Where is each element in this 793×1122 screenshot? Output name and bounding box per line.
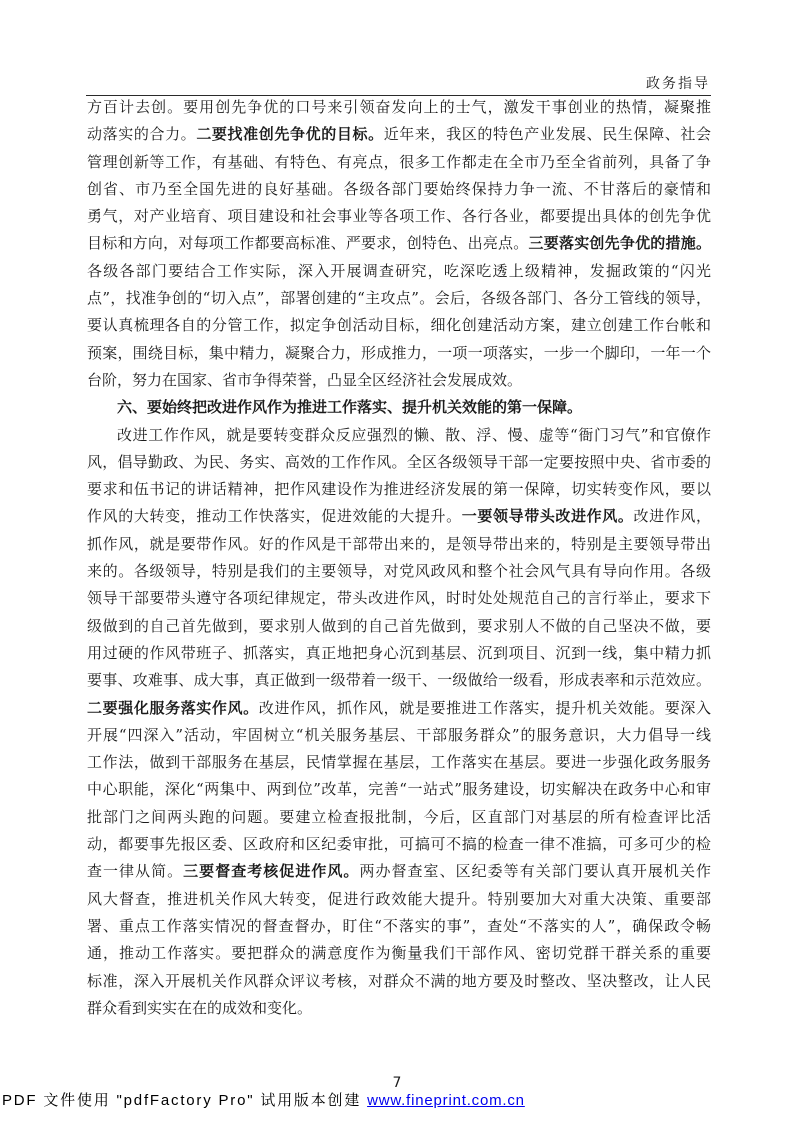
text-line: 工作法，做到干部服务在基层，民情掌握在基层，工作落实在基层。要进一步强化政务服务 — [87, 753, 711, 772]
text-line: 标准，深入开展机关作风群众评议考核，对群众不满的地方要及时整改、坚决整改，让人民 — [87, 971, 711, 990]
text-run: 改进作风，抓作风，就是要推进工作落实，提升机关效能。要深入 — [258, 698, 711, 717]
text-run: 查一律从简。 — [87, 862, 184, 881]
text-line: 抓作风，就是要带作风。好的作风是干部带出来的，是领导带出来的，特别是主要领导带出 — [87, 534, 711, 553]
text-run: 改进作风， — [633, 507, 711, 526]
text-line: 勇气，对产业培育、项目建设和社会事业等各项工作、各行各业，都要提出具体的创先争优 — [87, 207, 711, 226]
text-line — [87, 695, 711, 722]
text-line: 点”，找准争创的“切入点”，部署创建的“主攻点”。会后，各级各部门、各分工管线的领导， — [87, 289, 711, 308]
text-line: 风，倡导勤政、为民、务实、高效的工作作风。全区各级领导干部一定要按照中央、省市委的 — [87, 452, 711, 471]
text-line — [87, 121, 711, 148]
text-line: 级做到的自己首先做到，要求别人做到的自己首先做到，要求别人不做的自己坚决不做，要 — [87, 616, 711, 635]
subheading-run: 三要落实创先争优的措施。 — [528, 234, 711, 253]
text-line: 用过硬的作风带班子、抓落实，真正地把身心沉到基层、沉到项目、沉到一线，集中精力抓 — [87, 643, 711, 662]
text-line: 署、重点工作落实情况的督查督办，盯住“不落实的事”，查处“不落实的人”，确保政令畅 — [87, 916, 711, 935]
text-line: 动，都要事先报区委、区政府和区纪委审批，可搞可不搞的检查一律不准搞，可多可少的检 — [87, 835, 711, 854]
text-line: 风大督查，推进机关作风大转变，促进行政效能大提升。特别要加大对重大决策、重要部 — [87, 889, 711, 908]
text-line: 要求和伍书记的讲话精神，把作风建设作为推进经济发展的第一保障，切实转变作风，要以 — [87, 480, 711, 499]
subheading-run: 二要强化服务落实作风。 — [87, 698, 259, 717]
text-run: 动落实的合力。 — [87, 125, 197, 144]
text-line: 批部门之间两头跑的问题。要建立检查报批制，今后，区直部门对基层的所有检查评比活 — [87, 807, 711, 826]
text-line: 要事、攻难事、成大事，真正做到一级带着一级干、一级做给一级看，形成表率和示范效应。 — [87, 671, 711, 690]
text-run: 两办督查室、区纪委等有关部门要认真开展机关作 — [359, 862, 711, 881]
pdf-notice-text: PDF 文件使用 "pdfFactory Pro" 试用版本创建 — [2, 1092, 368, 1109]
text-line: 创省、市乃至全国先进的良好基础。各级各部门要始终保持力争一流、不甘落后的豪情和 — [87, 179, 711, 198]
text-line: 通，推动工作落实。要把群众的满意度作为衡量我们干部作风、密切党群干群关系的重要 — [87, 944, 711, 963]
text-line: 各级各部门要结合工作实际，深入开展调查研究，吃深吃透上级精神，发掘政策的“闪光 — [87, 261, 711, 280]
text-line: 领导干部要带头遵守各项纪律规定，带头改进作风，时时处处规范自己的言行举止，要求下 — [87, 589, 711, 608]
text-line: 台阶，努力在国家、省市争得荣誉，凸显全区经济社会发展成效。 — [87, 370, 523, 389]
subheading-run: 一要领导带头改进作风。 — [461, 507, 634, 526]
text-line — [87, 858, 711, 885]
pdf-footer — [2, 1092, 525, 1110]
text-line: 要认真梳理各自的分管工作，拟定争创活动目标，细化创建活动方案，建立创建工作台帐和 — [87, 316, 711, 335]
text-line — [87, 503, 711, 530]
text-line: 开展“四深入”活动，牢固树立“机关服务基层、干部服务群众”的服务意识，大力倡导一线 — [87, 725, 711, 744]
text-line: 改进工作作风，就是要转变群众反应强烈的懒、散、浮、慢、虚等“衙门习气”和官僚作 — [117, 425, 711, 444]
text-line: 来的。各级领导，特别是我们的主要领导，对党风政风和整个社会风气具有导向作用。各级 — [87, 562, 711, 581]
text-line: 管理创新等工作，有基础、有特色、有亮点，很多工作都走在全市乃至全省前列，具备了争 — [87, 152, 711, 171]
text-run: 作风的大转变，推动工作快落实，促进效能的大提升。 — [87, 507, 462, 526]
fineprint-link[interactable]: www.fineprint.com.cn — [367, 1092, 525, 1109]
text-line: 群众看到实实在在的成效和变化。 — [87, 998, 313, 1017]
subheading-run: 三要督查考核促进作风。 — [183, 862, 360, 881]
section-heading: 六、要始终把改进作风作为推进工作落实、提升机关效能的第一保障。 — [117, 398, 583, 417]
body-text — [87, 94, 711, 1022]
text-line: 中心职能，深化“两集中、两到位”改革，完善“一站式”服务建设，切实解决在政务中心和审 — [87, 780, 711, 799]
text-line — [87, 230, 711, 257]
page-number: 7 — [392, 1075, 402, 1091]
text-line: 方百计去创。要用创先争优的口号来引领奋发向上的士气，激发干事创业的热情，凝聚推 — [87, 98, 711, 116]
text-run: 目标和方向，对每项工作都要高标准、严要求，创特色、出亮点。 — [87, 234, 529, 253]
text-line: 预案，围绕目标，集中精力，凝聚合力，形成推力，一项一项落实，一步一个脚印，一年一个 — [87, 343, 711, 362]
subheading-run: 二要找准创先争优的目标。 — [196, 125, 384, 144]
text-run: 近年来，我区的特色产业发展、民生保障、社会 — [383, 125, 711, 144]
running-header-title: 政务指导 — [646, 76, 710, 92]
